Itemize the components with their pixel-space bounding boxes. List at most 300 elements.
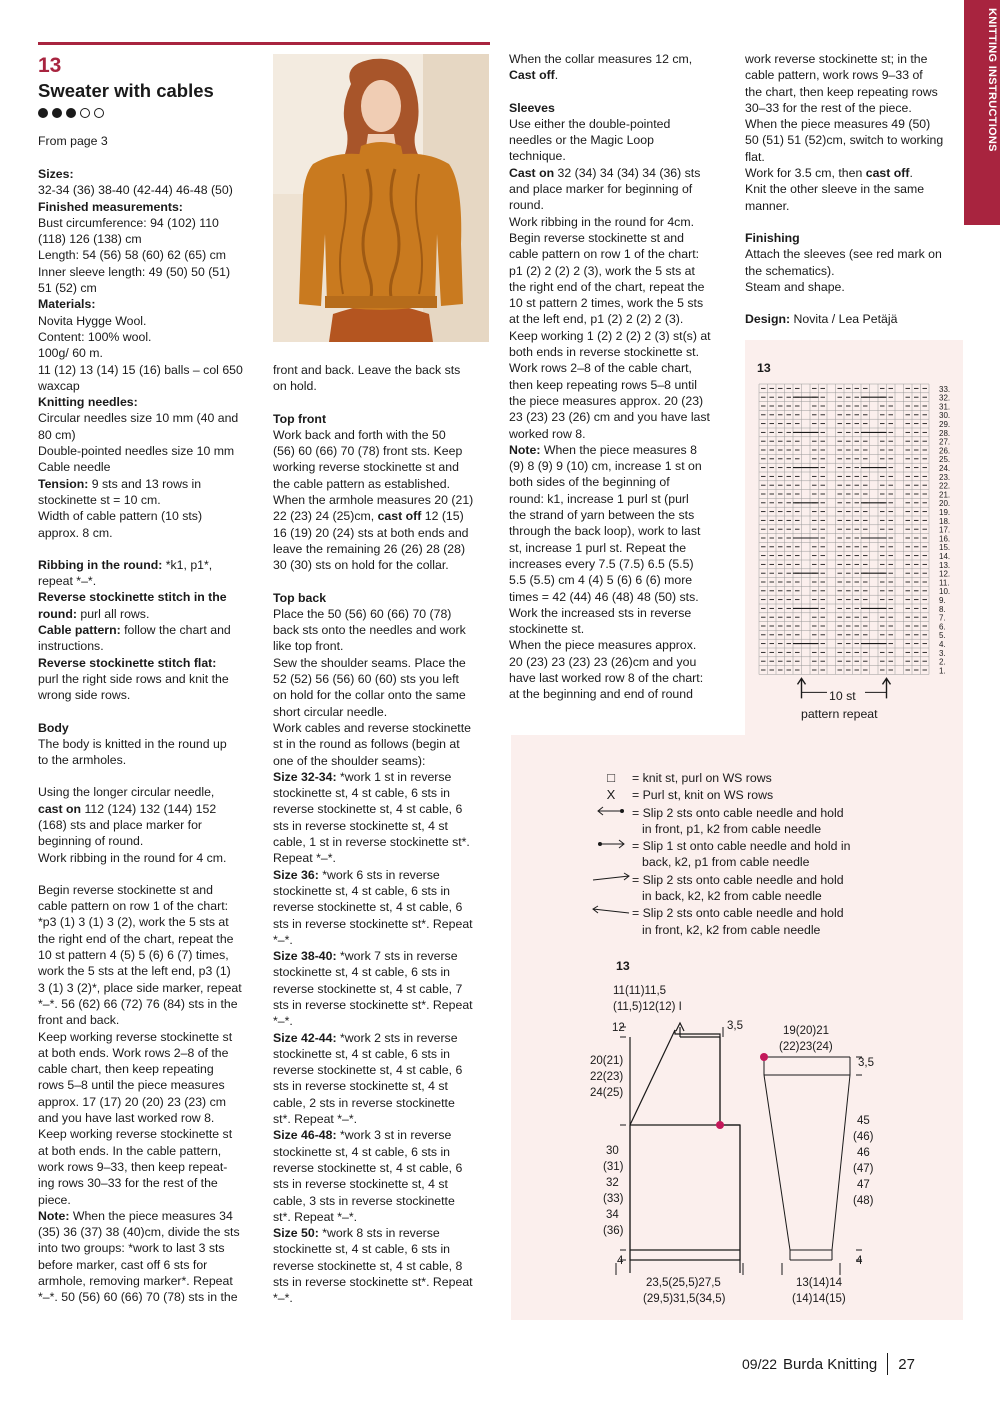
text-line	[509, 148, 739, 164]
plain-text: stockinette st, 4 st cable, 6 sts in	[273, 1144, 451, 1159]
plain-text: Keep working 1 (2) 2 (2) 2 (3) st(s) at	[509, 328, 711, 343]
text-line	[38, 1208, 263, 1224]
chart-row-number: 13.	[939, 560, 951, 570]
difficulty-dot-empty	[80, 108, 90, 118]
sleeve-length-1: 45	[857, 1115, 870, 1127]
legend-row	[590, 872, 960, 905]
text-line	[509, 654, 739, 670]
text-line	[509, 246, 739, 262]
text-line	[38, 931, 263, 947]
chart-row-number: 22.	[939, 481, 951, 491]
text-line	[745, 67, 963, 83]
plain-text: st*. Repeat *–*.	[273, 1209, 358, 1224]
plain-text: Keep working reverse stockinette st	[38, 1127, 233, 1142]
text-line	[38, 1094, 263, 1110]
legend-text	[632, 787, 773, 803]
plain-text: times = 42 (44) 46 (48) 48 (50) sts.	[509, 589, 699, 604]
sleeve-length-2: (46)	[853, 1131, 874, 1143]
sleeve-top-2: (22)23(24)	[779, 1041, 833, 1053]
plain-text: Bust circumference: 94 (102) 110	[38, 215, 219, 230]
plain-text: to the armholes.	[38, 753, 127, 768]
bold-text: Sleeves	[509, 100, 555, 115]
bold-text: Cable pattern:	[38, 623, 121, 638]
text-line	[38, 914, 263, 930]
bold-text: round:	[38, 606, 77, 621]
text-line	[273, 850, 498, 866]
text-line	[273, 1258, 498, 1274]
schematic-label: 13	[616, 959, 630, 973]
plain-text: 5.5 (5.5) cm 4 (4) 5 (6) 6 (6) more	[509, 573, 693, 588]
chart-row-number: 12.	[939, 569, 951, 579]
text-line	[38, 1126, 263, 1142]
plain-text: ing rows 30–33 for the rest of the	[38, 1176, 218, 1191]
plain-text: *k1, p1*,	[162, 557, 213, 572]
text-line	[38, 541, 263, 557]
bold-text: Cast on	[509, 165, 555, 180]
difficulty-dot-filled	[52, 108, 62, 118]
plain-text: *p3 (1) 3 (1) 3 (2), work the 5 sts at	[38, 915, 229, 930]
text-line	[38, 736, 263, 752]
text-line	[38, 687, 263, 703]
plain-text: on hold for the collar onto the same	[273, 688, 466, 703]
text-line	[38, 508, 263, 524]
plain-text: 10 st pattern 2 times, work the 5 sts	[509, 296, 704, 311]
chart-repeat-arrow-right	[883, 678, 891, 698]
text-line	[38, 573, 263, 589]
body-top-width-1: 11(11)11,5	[613, 985, 667, 997]
footer-divider	[887, 1353, 888, 1375]
header-rule	[38, 42, 490, 45]
text-line	[273, 818, 498, 834]
text-line	[38, 768, 263, 784]
arrow-left-long-icon	[590, 905, 632, 921]
text-line	[509, 621, 739, 637]
sleeve-length-6: (48)	[853, 1195, 874, 1207]
plain-text: follow the chart and	[120, 623, 231, 638]
plain-text: Using the longer circular needle,	[38, 785, 215, 800]
plain-text: needles or the Magic Loop	[509, 133, 654, 148]
bold-text: Size 36:	[273, 867, 319, 882]
plain-text: Work the increased sts in reverse	[509, 605, 692, 620]
bold-text: Ribbing in the round:	[38, 557, 163, 572]
plain-text: *–*. 50 (56) 60 (66) 70 (78) sts in the	[38, 1290, 238, 1305]
plain-text: on hold.	[273, 379, 317, 394]
plain-text: one of the shoulder seams):	[273, 753, 426, 768]
plain-text: Work for 3.5 cm, then	[745, 166, 866, 181]
text-line	[273, 1274, 498, 1290]
plain-text: work reverse stockinette st; in the	[745, 52, 928, 66]
bold-text: Top back	[273, 590, 327, 605]
pattern-title: Sweater with cables	[38, 80, 214, 101]
chart-row-number: 25.	[939, 455, 951, 465]
plain-text: work rows 9–33, then keep repeat-	[38, 1159, 228, 1174]
text-line	[273, 1127, 498, 1143]
legend-text-line: = Slip 2 sts onto cable needle and hold	[632, 906, 844, 921]
sleeve-attach-mark	[716, 1121, 724, 1129]
text-line	[38, 1273, 263, 1289]
plain-text: sts in reverse stockinette st*. Repeat	[273, 997, 473, 1012]
text-line	[273, 1013, 498, 1029]
plain-text: sts in reverse stockinette st, 4 st	[273, 1177, 448, 1192]
plain-text: Steam and shape.	[745, 279, 845, 294]
plain-text: Cable needle	[38, 460, 111, 475]
sleeve-rib-height: 4	[856, 1255, 863, 1267]
text-line	[273, 508, 498, 524]
text-line	[273, 411, 498, 427]
chart-row-number: 16.	[939, 534, 951, 544]
text-line	[273, 1095, 498, 1111]
sleeve-length-4: (47)	[853, 1163, 874, 1175]
plain-text: at both ends. Work rows 2–8 of the	[38, 1045, 229, 1060]
text-line	[745, 100, 963, 116]
plain-text: stockinette st, 4 st cable, 6 sts in	[273, 1046, 451, 1061]
text-line	[38, 1029, 263, 1045]
plain-text: at the left end, p1 (2) 2 (2) 2 (3).	[509, 312, 684, 327]
chart-repeat-label: 10 st	[829, 689, 856, 703]
plain-text: 112 (124) 132 (144) 152	[81, 801, 217, 816]
text-line	[38, 850, 263, 866]
plain-text: technique.	[509, 149, 566, 164]
text-line	[38, 1224, 263, 1240]
text-line	[273, 720, 498, 736]
plain-text: cable, 1 st in reverse stockinette st*.	[273, 835, 470, 850]
text-line	[745, 246, 963, 262]
plain-text: 23 (23) 23 (26) cm and you have last	[509, 410, 710, 425]
text-line	[273, 427, 498, 443]
arrow-right-long-icon	[590, 872, 632, 888]
plain-text: 32-34 (36) 38-40 (42-44) 46-48 (50)	[38, 183, 233, 198]
plain-text: back sts onto the needles and work	[273, 623, 466, 638]
text-line	[38, 963, 263, 979]
chart-row-number: 8.	[939, 604, 946, 614]
plain-text: The body is knitted in the round up	[38, 736, 227, 751]
plain-text: 12 (15)	[421, 509, 464, 524]
text-line	[745, 214, 963, 230]
body-length-1: 30	[606, 1145, 619, 1157]
plain-text: beginning of round.	[38, 834, 144, 849]
plain-text: Work rows 2–8 of the cable chart,	[509, 361, 692, 376]
text-line	[273, 395, 498, 411]
bold-text: cast off	[377, 509, 422, 524]
text-line	[509, 458, 739, 474]
chart-row-number: 20.	[939, 499, 951, 509]
legend-text	[632, 905, 844, 938]
plain-text: sts in reverse stockinette st*. Repeat	[273, 916, 473, 931]
chart-row-number: 30.	[939, 411, 951, 421]
plain-text: front and back. Leave the back sts	[273, 363, 461, 377]
text-line	[38, 492, 263, 508]
plain-text: wrong side rows.	[38, 688, 131, 703]
text-line	[509, 51, 739, 67]
text-line	[273, 1078, 498, 1094]
text-line	[38, 280, 263, 296]
chart-row-number: 15.	[939, 543, 951, 553]
plain-text: stockinette st = 10 cm.	[38, 492, 161, 507]
bold-text: Reverse stockinette stitch flat:	[38, 655, 217, 670]
plain-text: through the back loop), work to last	[509, 524, 701, 539]
plain-text: Content: 100% wool.	[38, 329, 152, 344]
chart-row-number: 10.	[939, 587, 951, 597]
plain-text: *work 6 sts in reverse	[318, 867, 440, 882]
bold-text: Materials:	[38, 297, 96, 312]
text-line	[273, 883, 498, 899]
plain-text: worked row 8.	[509, 426, 586, 441]
plain-text: 100g/ 60 m.	[38, 346, 103, 361]
text-line	[273, 769, 498, 785]
plain-text: .	[909, 166, 913, 181]
text-line	[38, 882, 263, 898]
text-line	[273, 753, 498, 769]
text-line	[273, 1225, 498, 1241]
text-line	[509, 84, 739, 100]
text-line	[38, 1175, 263, 1191]
magazine-name: Burda Knitting	[783, 1355, 878, 1373]
plain-text: Novita / Lea Petäjä	[790, 312, 898, 327]
text-line	[509, 132, 739, 148]
plain-text: *work 3 st in reverse	[336, 1128, 452, 1143]
chart-row-number: 29.	[939, 420, 951, 429]
plain-text: *–*.	[273, 1014, 293, 1029]
text-line	[509, 295, 739, 311]
chart-row-number: 19.	[939, 508, 951, 517]
text-line	[273, 948, 498, 964]
text-line	[745, 51, 963, 67]
chart-row-number: 4.	[939, 640, 946, 649]
body-length-6: (36)	[603, 1225, 624, 1237]
text-line	[38, 296, 263, 312]
legend-row	[590, 787, 960, 803]
plain-text: Length: 54 (56) 58 (60) 62 (65) cm	[38, 248, 226, 263]
plain-text: (35) 36 (37) 38 (40)cm, divide the sts	[38, 1225, 240, 1240]
chart-row-number: 32.	[939, 393, 951, 403]
plain-text: *–*. 56 (62) 66 (72) 76 (84) sts in the	[38, 996, 238, 1011]
plain-text: Novita Hygge Wool.	[38, 313, 147, 328]
body-length-5: 34	[606, 1209, 619, 1221]
plain-text: sts in reverse stockinette st, 4 st	[273, 1079, 448, 1094]
armhole-3: 24(25)	[590, 1087, 624, 1099]
text-line	[509, 523, 739, 539]
plain-text: *–*.	[273, 1291, 293, 1306]
chart-row-number: 9.	[939, 596, 946, 605]
chart-row-number: 28.	[939, 428, 951, 438]
plain-text: 32 (34) 34 (34) 34 (36) sts	[554, 165, 701, 180]
plain-text: st*. Repeat *–*.	[273, 1112, 358, 1127]
plain-text: 3 (1) 3 (2)*, place side marker, repeat	[38, 980, 242, 995]
body-bottom-2: (29,5)31,5(34,5)	[643, 1293, 726, 1305]
legend-row	[590, 905, 960, 938]
plain-text: purl all rows.	[76, 606, 150, 621]
section-tab-label: KNITTING INSTRUCTIONS	[986, 8, 998, 152]
text-line	[273, 997, 498, 1013]
legend-text-line: in front, k2, k2 from cable needle	[642, 922, 821, 937]
bold-text: Design:	[745, 312, 791, 327]
text-line	[38, 1061, 263, 1077]
text-line	[38, 638, 263, 654]
text-line	[273, 1144, 498, 1160]
plain-text: Attach the sleeves (see red mark on	[745, 247, 942, 262]
text-line	[509, 556, 739, 572]
text-line	[38, 1110, 263, 1126]
text-line	[38, 345, 263, 361]
plain-text: manner.	[745, 198, 790, 213]
text-line	[38, 525, 263, 541]
plain-text: Work ribbing in the round for 4 cm.	[38, 850, 227, 865]
plain-text: waxcap	[38, 378, 80, 393]
body-top-width-2: (11,5)12(12) I	[613, 1001, 682, 1013]
sleeve-top-height: 3,5	[858, 1057, 874, 1069]
text-line	[509, 360, 739, 376]
shoulder-drop: 3,5	[727, 1020, 743, 1032]
text-line	[38, 264, 263, 280]
chart-legend	[590, 770, 960, 939]
text-line	[745, 295, 963, 311]
text-line	[38, 427, 263, 443]
bold-text: Finished measurements:	[38, 199, 183, 214]
plain-text: stockinette st.	[509, 622, 585, 637]
text-line	[509, 507, 739, 523]
plain-text: Sew the shoulder seams. Place the	[273, 655, 466, 670]
plain-text: 30–33 for the rest of the piece.	[745, 100, 912, 115]
plain-text: cable pattern on row 1 of the chart:	[38, 899, 229, 914]
legend-row	[590, 770, 960, 786]
plain-text: at the beginning and end of round	[509, 687, 693, 702]
plain-text: cable chart, then keep repeating	[38, 1062, 214, 1077]
text-line	[273, 867, 498, 883]
bold-text: Body	[38, 720, 69, 735]
plain-text: Work ribbing in the round for 4cm.	[509, 214, 694, 229]
text-line	[38, 215, 263, 231]
plain-text: flat.	[745, 149, 765, 164]
sleeve-bottom-2: (14)14(15)	[792, 1293, 846, 1305]
text-line	[273, 476, 498, 492]
text-line	[273, 1193, 498, 1209]
text-line	[38, 996, 263, 1012]
plain-text: *work 2 sts in reverse	[336, 1030, 458, 1045]
text-line	[273, 964, 498, 980]
text-line	[38, 1289, 263, 1305]
chart-row-number: 31.	[939, 402, 951, 412]
column-4	[745, 51, 963, 327]
text-line	[273, 541, 498, 557]
plain-text: Knit the other sleeve in the same	[745, 182, 925, 197]
legend-text	[632, 770, 772, 786]
page-number: 27	[898, 1355, 915, 1373]
text-line	[273, 459, 498, 475]
plain-text: (9) 8 (9) 9 (10) cm, increase 1 st on	[509, 459, 702, 474]
arrow-right-short-icon	[590, 838, 632, 854]
text-line	[38, 1045, 263, 1061]
text-line	[273, 687, 498, 703]
text-line	[509, 279, 739, 295]
legend-row	[590, 805, 960, 838]
text-line	[745, 198, 963, 214]
text-line	[509, 311, 739, 327]
plain-text: stockinette st, 4 st cable, 6 sts in	[273, 786, 451, 801]
plain-text: 20 (23) 23 (23) 23 (26)cm and you	[509, 654, 697, 669]
chart-row-number: 7.	[939, 613, 946, 623]
chart-row-number: 2.	[939, 657, 946, 667]
plain-text: short circular needle.	[273, 704, 388, 719]
text-line	[273, 1030, 498, 1046]
plain-text: 11 (12) 13 (14) 15 (16) balls – col 650	[38, 362, 243, 377]
legend-row	[590, 838, 960, 871]
text-line	[273, 1290, 498, 1306]
text-line	[38, 378, 263, 394]
legend-text-line: = knit st, purl on WS rows	[632, 771, 772, 785]
chart-row-number: 14.	[939, 552, 951, 561]
chart-row-number: 17.	[939, 525, 951, 535]
text-line	[745, 263, 963, 279]
text-line	[509, 165, 739, 181]
legend-text	[632, 805, 844, 838]
plain-text: the right end of the chart, repeat the	[38, 931, 234, 946]
text-line	[273, 606, 498, 622]
text-line	[273, 1111, 498, 1127]
bold-text: Note:	[38, 1208, 70, 1223]
text-line	[38, 231, 263, 247]
plain-text: When the collar measures 12 cm,	[509, 52, 693, 66]
text-line	[38, 606, 263, 622]
plain-text: reverse stockinette st, 4 st cable, 6	[273, 1063, 463, 1078]
body-length-3: 32	[606, 1177, 619, 1189]
text-line	[509, 214, 739, 230]
column-1	[38, 166, 263, 1306]
plain-text: Begin reverse stockinette st and	[509, 230, 684, 245]
plain-text: Keep working reverse stockinette st	[38, 1029, 233, 1044]
text-line	[509, 442, 739, 458]
plain-text: sts in reverse stockinette st, 4 st	[273, 818, 448, 833]
plain-text: reverse stockinette st, 4 st cable, 6	[273, 802, 463, 817]
text-line	[38, 182, 263, 198]
text-line	[38, 247, 263, 263]
section-tab	[964, 0, 1000, 225]
plain-text: armhole, removing marker*. Repeat	[38, 1274, 233, 1288]
plain-text: Begin reverse stockinette st and	[38, 882, 213, 897]
plain-text: work the 5 sts at the left end, p3 (1)	[38, 964, 231, 979]
text-line	[273, 834, 498, 850]
chart-row-number: 27.	[939, 437, 951, 447]
bold-text: Size 38-40:	[273, 949, 337, 964]
plain-text: the strand of yarn between the sts	[509, 508, 695, 523]
plain-text: reverse stockinette st, 4 st cable, 7	[273, 981, 463, 996]
bold-text: Tension:	[38, 476, 89, 491]
bold-text: Knitting needles:	[38, 395, 138, 410]
plain-text: 22 (23) 24 (25)cm,	[273, 509, 378, 524]
plain-text: front and back.	[38, 1013, 120, 1028]
text-line	[745, 311, 963, 327]
plain-text: the schematics).	[745, 263, 835, 278]
plain-text: st, increase 1 purl st. Repeat the	[509, 540, 687, 555]
plain-text: 16 (19) 20 (24) sts at both ends and	[273, 525, 469, 540]
text-line	[38, 622, 263, 638]
text-line	[38, 655, 263, 671]
text-line	[509, 670, 739, 686]
text-line	[509, 572, 739, 588]
text-line	[273, 557, 498, 573]
text-line	[273, 1241, 498, 1257]
text-line	[745, 84, 963, 100]
text-line	[509, 377, 739, 393]
chart-repeat-label-2: pattern repeat	[801, 707, 878, 721]
text-line	[273, 590, 498, 606]
text-line	[509, 393, 739, 409]
text-line	[273, 785, 498, 801]
plain-text: When the piece measures approx.	[509, 638, 697, 653]
plain-text: approx. 17 (17) 20 (20) 23 (23) cm	[38, 1094, 226, 1109]
plain-text: *–*.	[273, 932, 293, 947]
chart-row-number: 6.	[939, 622, 946, 632]
plain-text: When the piece measures 34	[69, 1208, 233, 1223]
